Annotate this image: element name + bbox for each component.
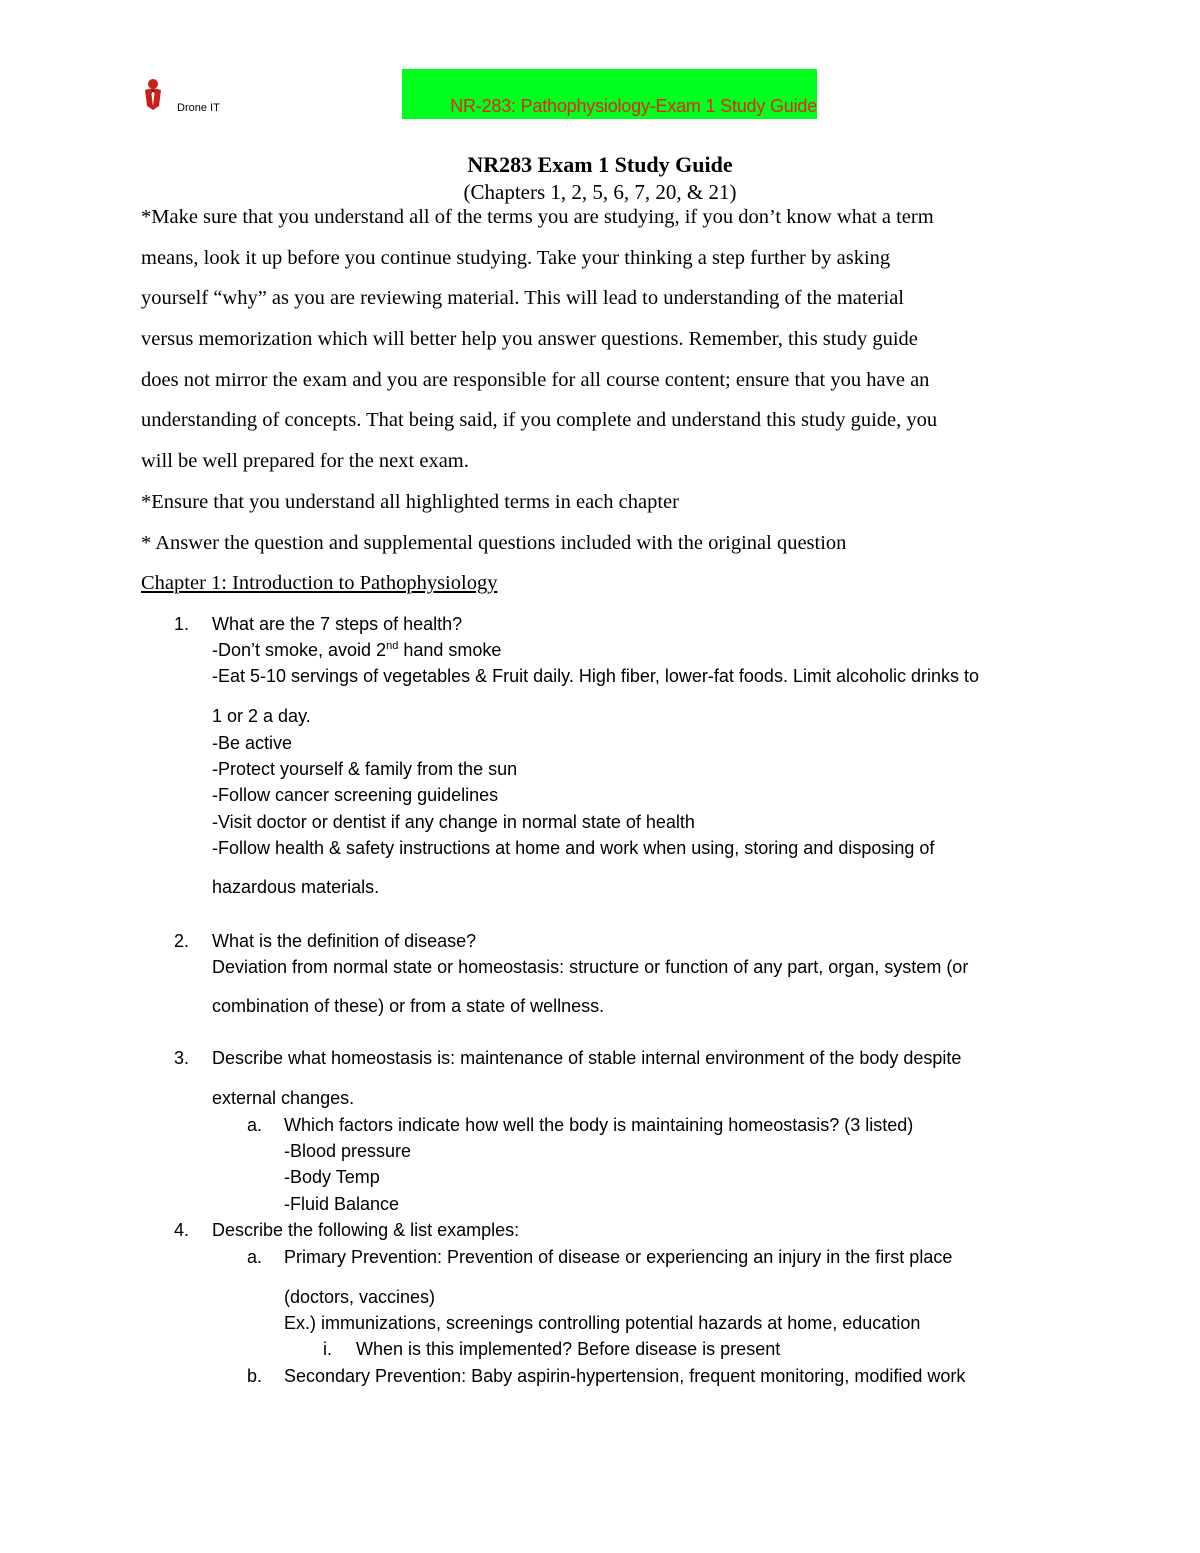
document-subtitle: (Chapters 1, 2, 5, 6, 7, 20, & 21) (463, 180, 737, 204)
document-title: NR283 Exam 1 Study Guide (467, 152, 733, 177)
question-number: 3. (174, 1048, 190, 1068)
question-number: 4. (174, 1220, 190, 1240)
answer-line: combination of these) or from a state of wellness. (212, 996, 605, 1016)
question-text: What are the 7 steps of health? (212, 614, 463, 634)
sub-question-label: b. (247, 1366, 263, 1386)
intro-note: * Answer the question and supplemental questions included with the original question (141, 532, 847, 554)
answer-line: -Blood pressure (284, 1141, 412, 1161)
answer-line: -Protect yourself & family from the sun (212, 759, 518, 779)
answer-line: -Eat 5-10 servings of vegetables & Fruit daily. High fiber, lower-fat foods. Limit alcoholic drinks to (212, 666, 980, 686)
question-text: Describe what homeostasis is: maintenance of stable internal environment of the body despite (212, 1048, 962, 1068)
answer-line: -Visit doctor or dentist if any change in normal state of health (212, 812, 695, 832)
answer-line: -Follow cancer screening guidelines (212, 785, 499, 805)
header-banner-text: NR-283: Pathophysiology-Exam 1 Study Guide (450, 96, 817, 116)
intro-line: versus memorization which will better help you answer questions. Remember, this study guide (141, 328, 918, 350)
sub-question-text: Primary Prevention: Prevention of disease or experiencing an injury in the first place (284, 1247, 953, 1267)
intro-line: will be well prepared for the next exam. (141, 450, 469, 472)
intro-line: yourself “why” as you are reviewing material. This will lead to understanding of the material (141, 287, 905, 309)
drone-it-logo-icon (140, 78, 166, 110)
answer-line: -Fluid Balance (284, 1194, 400, 1214)
answer-line: (doctors, vaccines) (284, 1287, 436, 1307)
answer-line: -Body Temp (284, 1167, 380, 1187)
sub-question-text: Which factors indicate how well the body is maintaining homeostasis? (3 listed) (284, 1115, 914, 1135)
chapter-heading: Chapter 1: Introduction to Pathophysiology (141, 572, 498, 594)
sub-question-text: Secondary Prevention: Baby aspirin-hypertension, frequent monitoring, modified work (284, 1366, 966, 1386)
answer-line: 1 or 2 a day. (212, 706, 311, 726)
answer-line: Deviation from normal state or homeostasis: structure or function of any part, organ, system (or (212, 957, 969, 977)
answer-line: -Be active (212, 733, 293, 753)
question-number: 2. (174, 931, 190, 951)
sub-sub-question-label: i. (323, 1339, 332, 1359)
answer-line: hazardous materials. (212, 877, 380, 897)
intro-line: does not mirror the exam and you are responsible for all course content; ensure that you have an (141, 369, 930, 391)
intro-line: understanding of concepts. That being said, if you complete and understand this study guide, you (141, 409, 938, 431)
question-text: Describe the following & list examples: (212, 1220, 520, 1240)
logo-label: Drone IT (177, 102, 220, 114)
sub-question-label: a. (247, 1247, 263, 1267)
intro-line: means, look it up before you continue studying. Take your thinking a step further by asking (141, 247, 891, 269)
question-text: What is the definition of disease? (212, 931, 477, 951)
question-text: external changes. (212, 1088, 355, 1108)
answer-line: -Follow health & safety instructions at home and work when using, storing and disposing of (212, 838, 935, 858)
answer-line: -Don’t smoke, avoid 2nd hand smoke (212, 640, 502, 660)
sub-sub-question-text: When is this implemented? Before disease is present (356, 1339, 781, 1359)
intro-line: *Make sure that you understand all of the terms you are studying, if you don’t know what a term (141, 206, 934, 228)
answer-line: Ex.) immunizations, screenings controlling potential hazards at home, education (284, 1313, 921, 1333)
sub-question-label: a. (247, 1115, 263, 1135)
question-number: 1. (174, 614, 190, 634)
intro-note: *Ensure that you understand all highlighted terms in each chapter (141, 491, 679, 513)
